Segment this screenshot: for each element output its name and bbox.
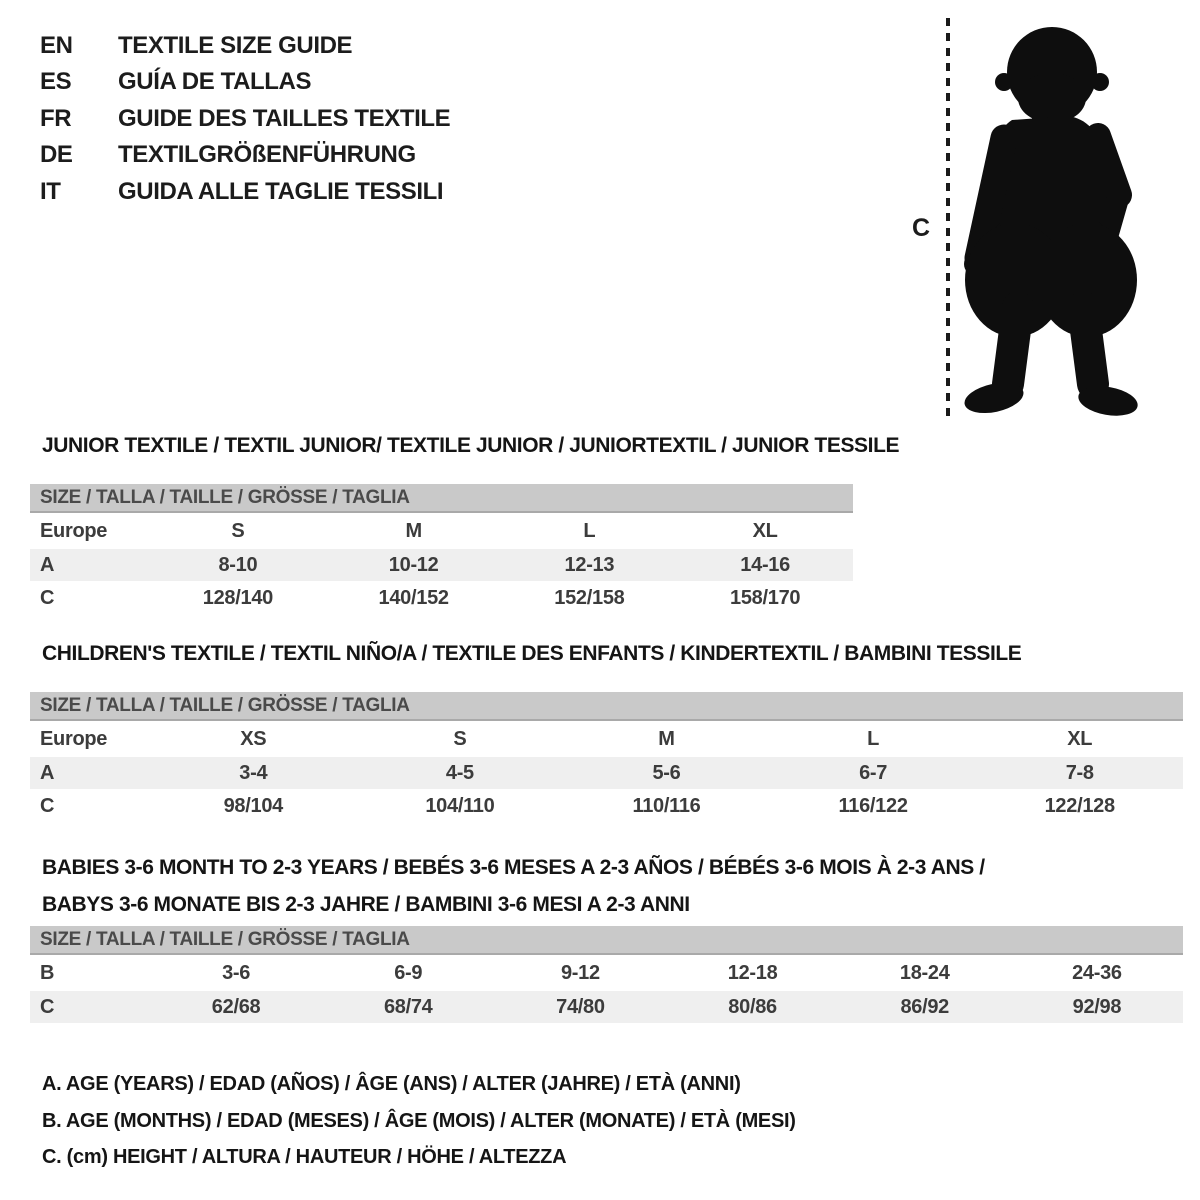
language-row bbox=[40, 101, 450, 137]
size-cell: M bbox=[658, 728, 675, 750]
size-cell: XL bbox=[1067, 728, 1093, 750]
legend-line-b: B. AGE (MONTHS) / EDAD (MESES) / ÂGE (MOIS) / ALTER (MONATE) / ETÀ (MESI) bbox=[42, 1109, 796, 1132]
table-row-age bbox=[30, 757, 1183, 789]
language-row bbox=[40, 137, 450, 173]
language-title-list bbox=[40, 28, 450, 210]
row-label: A bbox=[40, 761, 55, 784]
language-title: GUIDA ALLE TAGLIE TESSILI bbox=[118, 177, 444, 205]
months-cell: 18-24 bbox=[899, 962, 950, 984]
size-header-band bbox=[30, 692, 1183, 721]
size-cell: L bbox=[583, 520, 596, 542]
language-row bbox=[40, 28, 450, 64]
row-label: C bbox=[40, 794, 55, 817]
junior-section-heading: JUNIOR TEXTILE / TEXTIL JUNIOR/ TEXTILE JUNIOR / JUNIORTEXTIL / JUNIOR TESSILE bbox=[42, 434, 900, 457]
months-cell: 6-9 bbox=[394, 962, 423, 984]
row-label: C bbox=[40, 995, 55, 1018]
height-cell: 110/116 bbox=[632, 794, 701, 817]
children-size-table bbox=[30, 692, 1183, 823]
size-cell: M bbox=[405, 520, 422, 542]
language-row bbox=[40, 64, 450, 100]
height-cell: 68/74 bbox=[383, 995, 433, 1018]
months-cell: 24-36 bbox=[1072, 962, 1122, 984]
height-cell: 158/170 bbox=[730, 586, 801, 609]
babies-heading-line2: BABYS 3-6 MONATE BIS 2-3 JAHRE / BAMBINI 3-6 MESI A 2-3 ANNI bbox=[42, 893, 690, 916]
row-label: Europe bbox=[40, 520, 108, 542]
row-label: C bbox=[40, 586, 55, 609]
size-header-band bbox=[30, 926, 1183, 955]
table-row-age bbox=[30, 549, 853, 581]
table-row-months bbox=[30, 957, 1183, 990]
age-cell: 7-8 bbox=[1065, 761, 1094, 784]
language-title: GUIDE DES TAILLES TEXTILE bbox=[118, 104, 451, 132]
babies-size-table bbox=[30, 926, 1183, 1024]
language-code: DE bbox=[40, 141, 73, 169]
language-title: GUÍA DE TALLAS bbox=[118, 68, 312, 96]
junior-size-table bbox=[30, 484, 853, 615]
age-cell: 8-10 bbox=[218, 553, 258, 576]
height-cell: 122/128 bbox=[1044, 794, 1115, 817]
language-row bbox=[40, 174, 450, 210]
language-code: ES bbox=[40, 68, 72, 96]
age-cell: 5-6 bbox=[652, 761, 681, 784]
age-cell: 10-12 bbox=[388, 553, 439, 576]
table-row-height bbox=[30, 991, 1183, 1023]
babies-heading-line1: BABIES 3-6 MONTH TO 2-3 YEARS / BEBÉS 3-6 MESES A 2-3 AÑOS / BÉBÉS 3-6 MOIS À 2-3 ANS / bbox=[42, 856, 985, 879]
months-cell: 9-12 bbox=[560, 962, 600, 984]
size-header-label: SIZE / TALLA / TAILLE / GRÖSSE / TAGLIA bbox=[40, 486, 410, 508]
table-row-height bbox=[30, 790, 1183, 822]
language-title: TEXTILE SIZE GUIDE bbox=[118, 32, 353, 59]
size-cell: S bbox=[453, 728, 467, 750]
language-title: TEXTILGRÖßENFÜHRUNG bbox=[118, 141, 416, 169]
language-code: EN bbox=[40, 32, 73, 59]
language-code: FR bbox=[40, 104, 72, 132]
height-cell: 86/92 bbox=[900, 995, 950, 1018]
height-cell: 80/86 bbox=[728, 995, 777, 1018]
legend-line-c: C. (cm) HEIGHT / ALTURA / HAUTEUR / HÖHE / ALTEZZA bbox=[42, 1146, 567, 1169]
months-cell: 3-6 bbox=[222, 962, 251, 984]
children-section-heading: CHILDREN'S TEXTILE / TEXTIL NIÑO/A / TEXTILE DES ENFANTS / KINDERTEXTIL / BAMBINI TESSILE bbox=[42, 642, 1022, 665]
height-cell: 74/80 bbox=[556, 995, 605, 1018]
height-figure-area bbox=[900, 12, 1150, 426]
table-row-height bbox=[30, 582, 853, 614]
toddler-silhouette-icon bbox=[900, 12, 1150, 426]
size-header-label: SIZE / TALLA / TAILLE / GRÖSSE / TAGLIA bbox=[40, 928, 410, 950]
row-label: A bbox=[40, 553, 55, 576]
size-cell: XS bbox=[240, 728, 267, 750]
height-cell: 104/110 bbox=[425, 794, 495, 817]
age-cell: 6-7 bbox=[859, 761, 888, 784]
row-label: B bbox=[40, 962, 55, 984]
age-cell: 12-13 bbox=[564, 553, 615, 576]
height-cell: 128/140 bbox=[202, 586, 273, 609]
size-cell: XL bbox=[752, 520, 778, 542]
height-cell: 152/158 bbox=[554, 586, 625, 609]
height-cell: 140/152 bbox=[378, 586, 449, 609]
height-cell: 98/104 bbox=[223, 794, 283, 817]
babies-section-heading bbox=[42, 849, 985, 923]
toddler-figure bbox=[962, 27, 1140, 420]
size-header-band bbox=[30, 484, 853, 513]
height-cell: 116/122 bbox=[838, 794, 908, 817]
age-cell: 4-5 bbox=[445, 761, 474, 784]
measurement-legend bbox=[42, 1066, 796, 1176]
height-measure-label: C bbox=[912, 214, 931, 242]
table-row-europe bbox=[30, 515, 853, 548]
months-cell: 12-18 bbox=[727, 962, 778, 984]
legend-line-a: A. AGE (YEARS) / EDAD (AÑOS) / ÂGE (ANS) / ALTER (JAHRE) / ETÀ (ANNI) bbox=[42, 1073, 741, 1095]
language-code: IT bbox=[40, 177, 61, 205]
size-cell: L bbox=[867, 728, 880, 750]
height-cell: 92/98 bbox=[1072, 995, 1122, 1018]
size-cell: S bbox=[231, 520, 245, 542]
size-header-label: SIZE / TALLA / TAILLE / GRÖSSE / TAGLIA bbox=[40, 694, 410, 716]
age-cell: 14-16 bbox=[740, 553, 790, 576]
row-label: Europe bbox=[40, 728, 108, 750]
table-row-europe bbox=[30, 723, 1183, 756]
height-cell: 62/68 bbox=[211, 995, 261, 1018]
age-cell: 3-4 bbox=[239, 761, 268, 784]
